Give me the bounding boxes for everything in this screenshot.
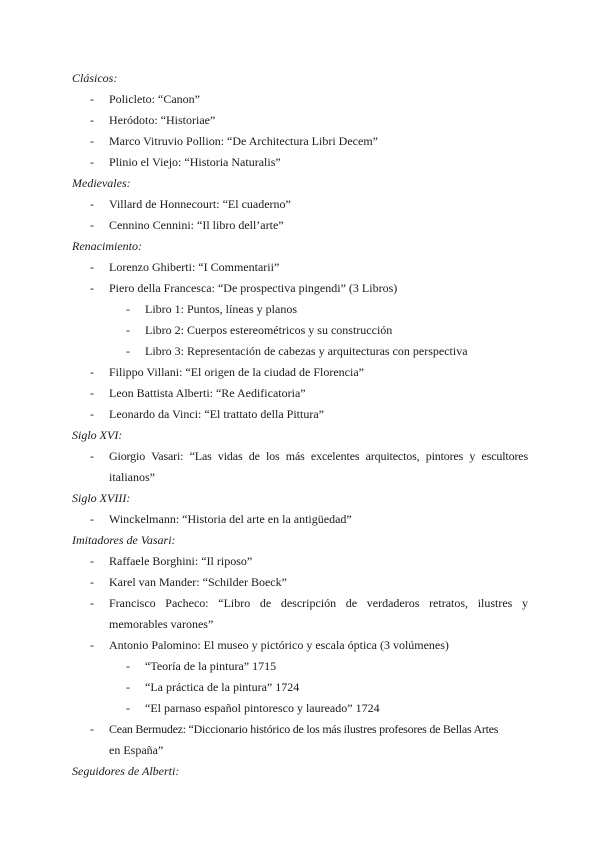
sub-list-item: “Teoría de la pintura” 1715 [145, 659, 277, 673]
list-item: Villard de Honnecourt: “El cuaderno” [109, 197, 291, 211]
bullet-dash: - [90, 134, 94, 148]
bullet-dash: - [90, 365, 94, 379]
sub-list-item: Libro 3: Representación de cabezas y arquitecturas con perspectiva [145, 344, 468, 358]
list-item: Francisco Pacheco: “Libro de descripción de verdaderos retratos, ilustres y [109, 596, 528, 610]
list-item: Raffaele Borghini: “Il riposo” [109, 554, 253, 568]
bullet-dash: - [90, 197, 94, 211]
sub-bullet-dash: - [126, 344, 130, 358]
bullet-dash: - [90, 575, 94, 589]
bullet-dash: - [90, 512, 94, 526]
bullet-dash: - [90, 554, 94, 568]
section-heading-renacimiento: Renacimiento: [72, 239, 142, 253]
list-item: Winckelmann: “Historia del arte en la antigüedad” [109, 512, 352, 526]
list-item-continuation: memorables varones” [109, 617, 214, 631]
section-heading-seguidores-de-alberti: Seguidores de Alberti: [72, 764, 180, 778]
bullet-dash: - [90, 218, 94, 232]
list-item: Cean Bermudez: “Diccionario histórico de los más ilustres profesores de Bellas Artes [109, 722, 499, 736]
sub-bullet-dash: - [126, 659, 130, 673]
bullet-dash: - [90, 386, 94, 400]
list-item-continuation: italianos” [109, 470, 155, 484]
list-item: Leon Battista Alberti: “Re Aedificatoria” [109, 386, 306, 400]
section-heading-imitadores-de-vasari: Imitadores de Vasari: [72, 533, 176, 547]
list-item: Marco Vitruvio Pollion: “De Architectura Libri Decem” [109, 134, 378, 148]
list-item: Karel van Mander: “Schilder Boeck” [109, 575, 287, 589]
section-heading-medievales: Medievales: [72, 176, 131, 190]
bullet-dash: - [90, 155, 94, 169]
sub-list-item: Libro 2: Cuerpos estereométricos y su construcción [145, 323, 393, 337]
list-item: Giorgio Vasari: “Las vidas de los más excelentes arquitectos, pintores y escultores [109, 449, 528, 463]
list-item: Policleto: “Canon” [109, 92, 200, 106]
list-item: Piero della Francesca: “De prospectiva pingendi” (3 Libros) [109, 281, 398, 295]
sub-bullet-dash: - [126, 302, 130, 316]
section-heading-siglo-xviii: Siglo XVIII: [72, 491, 131, 505]
list-item: Antonio Palomino: El museo y pictórico y escala óptica (3 volúmenes) [109, 638, 449, 652]
sub-bullet-dash: - [126, 323, 130, 337]
bullet-dash: - [90, 407, 94, 421]
list-item: Cennino Cennini: “Il libro dell’arte” [109, 218, 284, 232]
section-heading-siglo-xvi: Siglo XVI: [72, 428, 123, 442]
bullet-dash: - [90, 596, 94, 610]
sub-list-item: “El parnaso español pintoresco y laureado” 1724 [145, 701, 380, 715]
list-item: Heródoto: “Historiae” [109, 113, 216, 127]
sub-bullet-dash: - [126, 701, 130, 715]
bullet-dash: - [90, 722, 94, 736]
list-item: Lorenzo Ghiberti: “I Commentarii” [109, 260, 280, 274]
bullet-dash: - [90, 638, 94, 652]
bullet-dash: - [90, 92, 94, 106]
section-heading-clasicos: Clásicos: [72, 71, 118, 85]
bullet-dash: - [90, 281, 94, 295]
bullet-dash: - [90, 449, 94, 463]
sub-list-item: Libro 1: Puntos, líneas y planos [145, 302, 297, 316]
sub-list-item: “La práctica de la pintura” 1724 [145, 680, 300, 694]
list-item: Plinio el Viejo: “Historia Naturalis” [109, 155, 281, 169]
bullet-dash: - [90, 113, 94, 127]
bullet-dash: - [90, 260, 94, 274]
list-item: Filippo Villani: “El origen de la ciudad de Florencia” [109, 365, 364, 379]
list-item: Leonardo da Vinci: “El trattato della Pittura” [109, 407, 324, 421]
list-item-continuation: en España” [109, 743, 164, 757]
sub-bullet-dash: - [126, 680, 130, 694]
